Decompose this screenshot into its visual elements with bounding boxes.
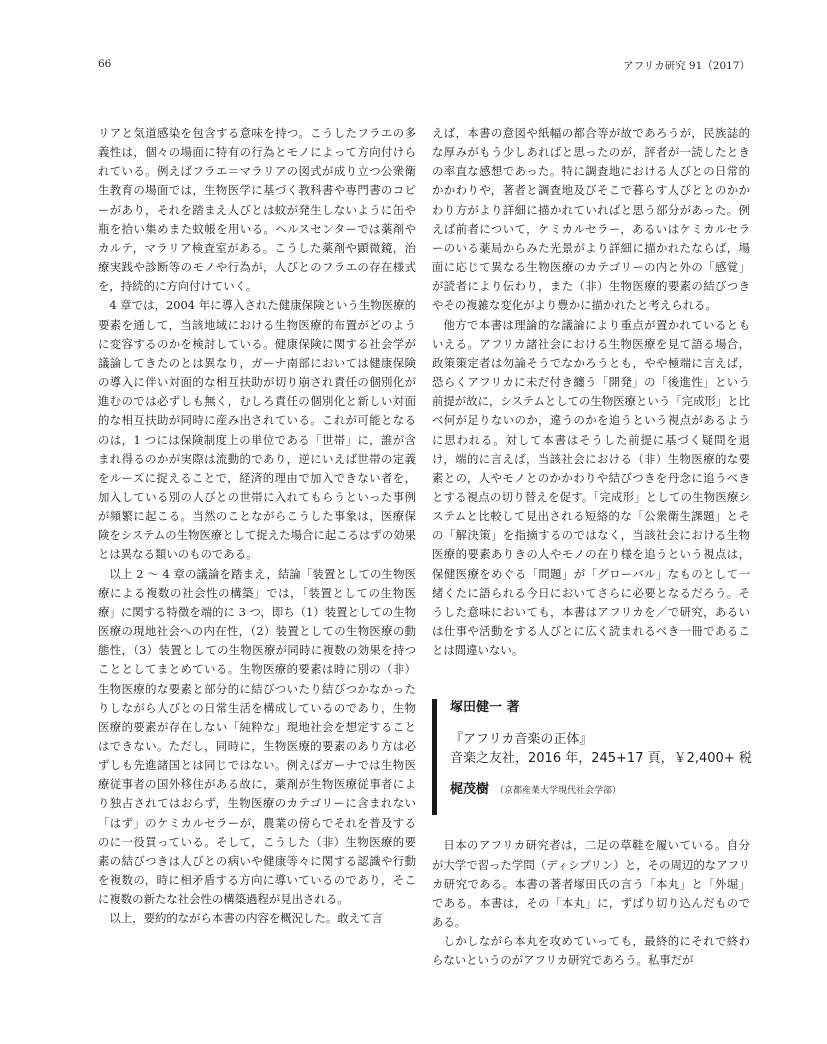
review-publication-info: 音楽之友社，2016 年，245+17 頁，￥2,400+ 税 — [450, 751, 752, 767]
review-accent-bar — [432, 699, 437, 815]
reviewer — [450, 780, 750, 801]
review-book-author: 塚田健一 著 — [450, 700, 520, 716]
page-number: 66 — [98, 58, 112, 70]
right-paragraph-1: えば，本書の意図や紙幅の都合等が故であろうが，民族誌的な厚みがもう少しあればと思ったのが，評者が一読したときの率直な感想であった。特に調査地における人びとの日常的かかわりや，著者と調査地及びそこで暮らす人びととのかかわり方がより詳細に描かれていればと思う部分があった。例えば前者について，ケミカルセラー，あるいはケミカルセラーのいる薬局からみた光景がより詳細に描かれたならば，場面に応じて異なる生物医療のカテゴリーの内と外の「感覚」が読者により伝わり，また（非）生物医療的要素の結びつきやその複雑な変化がより豊かに描かれたと考えられる。 — [432, 126, 750, 313]
left-paragraph-1: リアと気道感染を包含する意味を持つ。こうしたフラエの多義性は，個々の場面に特有の行為とモノによって方向付けられている。例えばフラエ＝マラリアの図式が成り立つ公衆衛生教育の場面では，生物医学に基づく教科書や専門書のコピーがあり，それを踏まえ人びとは蚊が発生しないように缶や瓶を拾い集めまた蚊帳を用いる。ヘルスセンターでは薬剤やカルテ，マラリア検査室がある。こうした薬剤や顕微鏡，治療実践や診断等のモノや行為が，人びとのフラエの存在様式を，持続的に方向付けていく。 — [98, 126, 416, 294]
review-paragraph-2: しかしながら本丸を攻めていっても，最終的にそれで終わらないというのがアフリカ研究であろう。私事だが — [432, 934, 750, 968]
reviewer-name: 梶茂樹 — [450, 782, 490, 798]
left-paragraph-4: 以上，要約的ながら本書の内容を概況した。敢えて言 — [109, 911, 383, 926]
running-title: アフリカ研究 91（2017） — [623, 60, 750, 72]
left-column — [98, 124, 416, 929]
left-paragraph-3: 以上 2 ～ 4 章の議論を踏まえ，結論「装置としての生物医療による複数の社会性の構築」では，「装置としての生物医療」に関する特徴を端的に 3 つ，即ち（1）装置としての生物医療の現地社会への内在性，（2）装置としての生物医療の動態性，（3）装置としての生物医療が同時に複数の効果を持つこととしてまとめている。生物医療的要素は時に別の（非）生物医療的な要素と部分的に結びついたり結びつかなかったりしながら人びとの日常生活を構成しているのであり，生物医療的要素が存在しない「純粋な」現地社会を想定することはできない。ただし，同時に，生物医療的要素のあり方は必ずしも先進諸国とは同じではない。例えばガーナでは生物医療従事者の国外移住がある故に，薬剤が生物医療従事者により独占されてはおらず，生物医療のカテゴリーに含まれない「はず」のケミカルセラーが，農業の傍らでそれを普及するのに一役買っている。そして，こうした（非）生物医療的要素の結びつきは人びとの病いや健康等々に関する認識や行動を複数の，時に相矛盾する方向に導いているのであり，そこに複数の新たな社会性の構築過程が見出される。 — [98, 566, 416, 907]
review-paragraph-1: 日本のアフリカ研究者は，二足の草鞋を履いている。自分が大学で習った学問（ディシプリン）と，その周辺的なアフリカ研究である。本書の著者塚田氏の言う「本丸」と「外堀」である。本書は，その「本丸」に，ずばり切り込んだものである。 — [432, 838, 750, 929]
right-column — [432, 124, 750, 970]
reviewer-affiliation: （京都産業大学現代社会学部） — [495, 786, 622, 797]
review-book-title: 『アフリカ音楽の正体』 — [450, 732, 593, 748]
left-paragraph-2: 4 章では，2004 年に導入された健康保険という生物医療的要素を通して，当該地域における生物医療的布置がどのように変容するのかを検討している。健康保険に関する社会学が議論してきたのとは異なり，ガーナ南部においては健康保険の導入に伴い対面的な相互扶助が切り崩され責任の個別化が進むのでは必ずしも無く，むしろ責任の個別化と新しい対面的な相互扶助が同時に産み出されている。これが可能となるのは，1 つには保険制度上の単位である「世帯」に，誰が含まれ得るのかが実際は流動的であり，逆にいえば世帯の定義をルーズに捉えることで，経済的理由で加入できない者を，加入している別の人びとの世帯に入れてもらうといった事例が頻繁に起こる。当然のことながらこうした事象は，医療保険をシステムの生物医療として捉えた場合に起こるはずの効果とは異なる類いのものである。 — [98, 298, 416, 562]
book-review-header — [432, 698, 750, 816]
right-paragraph-2: 他方で本書は理論的な議論により重点が置かれているともいえる。アフリカ諸社会における生物医療を見て語る場合，政策策定者は勿論そうでなかろうとも，やや極端に言えば，恐らくアフリカに未だ付き纏う「開発」の「後進性」という前提が故に，システムとしての生物医療という「完成形」と比べ何が足りないのか，違うのかを追うという視点があるように思われる。対して本書はそうした前提に基づく疑問を退け，端的に言えば，当該社会における（非）生物医療的な要素との，人やモノとのかかわりや結びつきを丹念に追うべきとする視点の切り替えを促す。「完成形」としての生物医療システムと比較して見出される短絡的な「公衆衛生課題」とその「解決策」を指摘するのではなく，当該社会における生物医療的要素ありきの人やモノの在り様を追うという視点は，保健医療をめぐる「問題」が「グローバル」なものとして一緒くたに語られる今日においてさらに必要となるだろう。そうした意味においても，本書はアフリカを／で研究，あるいは仕事や活動をする人びとに広く読まれるべき一冊であることは間違いない。 — [432, 317, 750, 658]
page-header — [98, 58, 750, 78]
review-body — [432, 836, 750, 970]
